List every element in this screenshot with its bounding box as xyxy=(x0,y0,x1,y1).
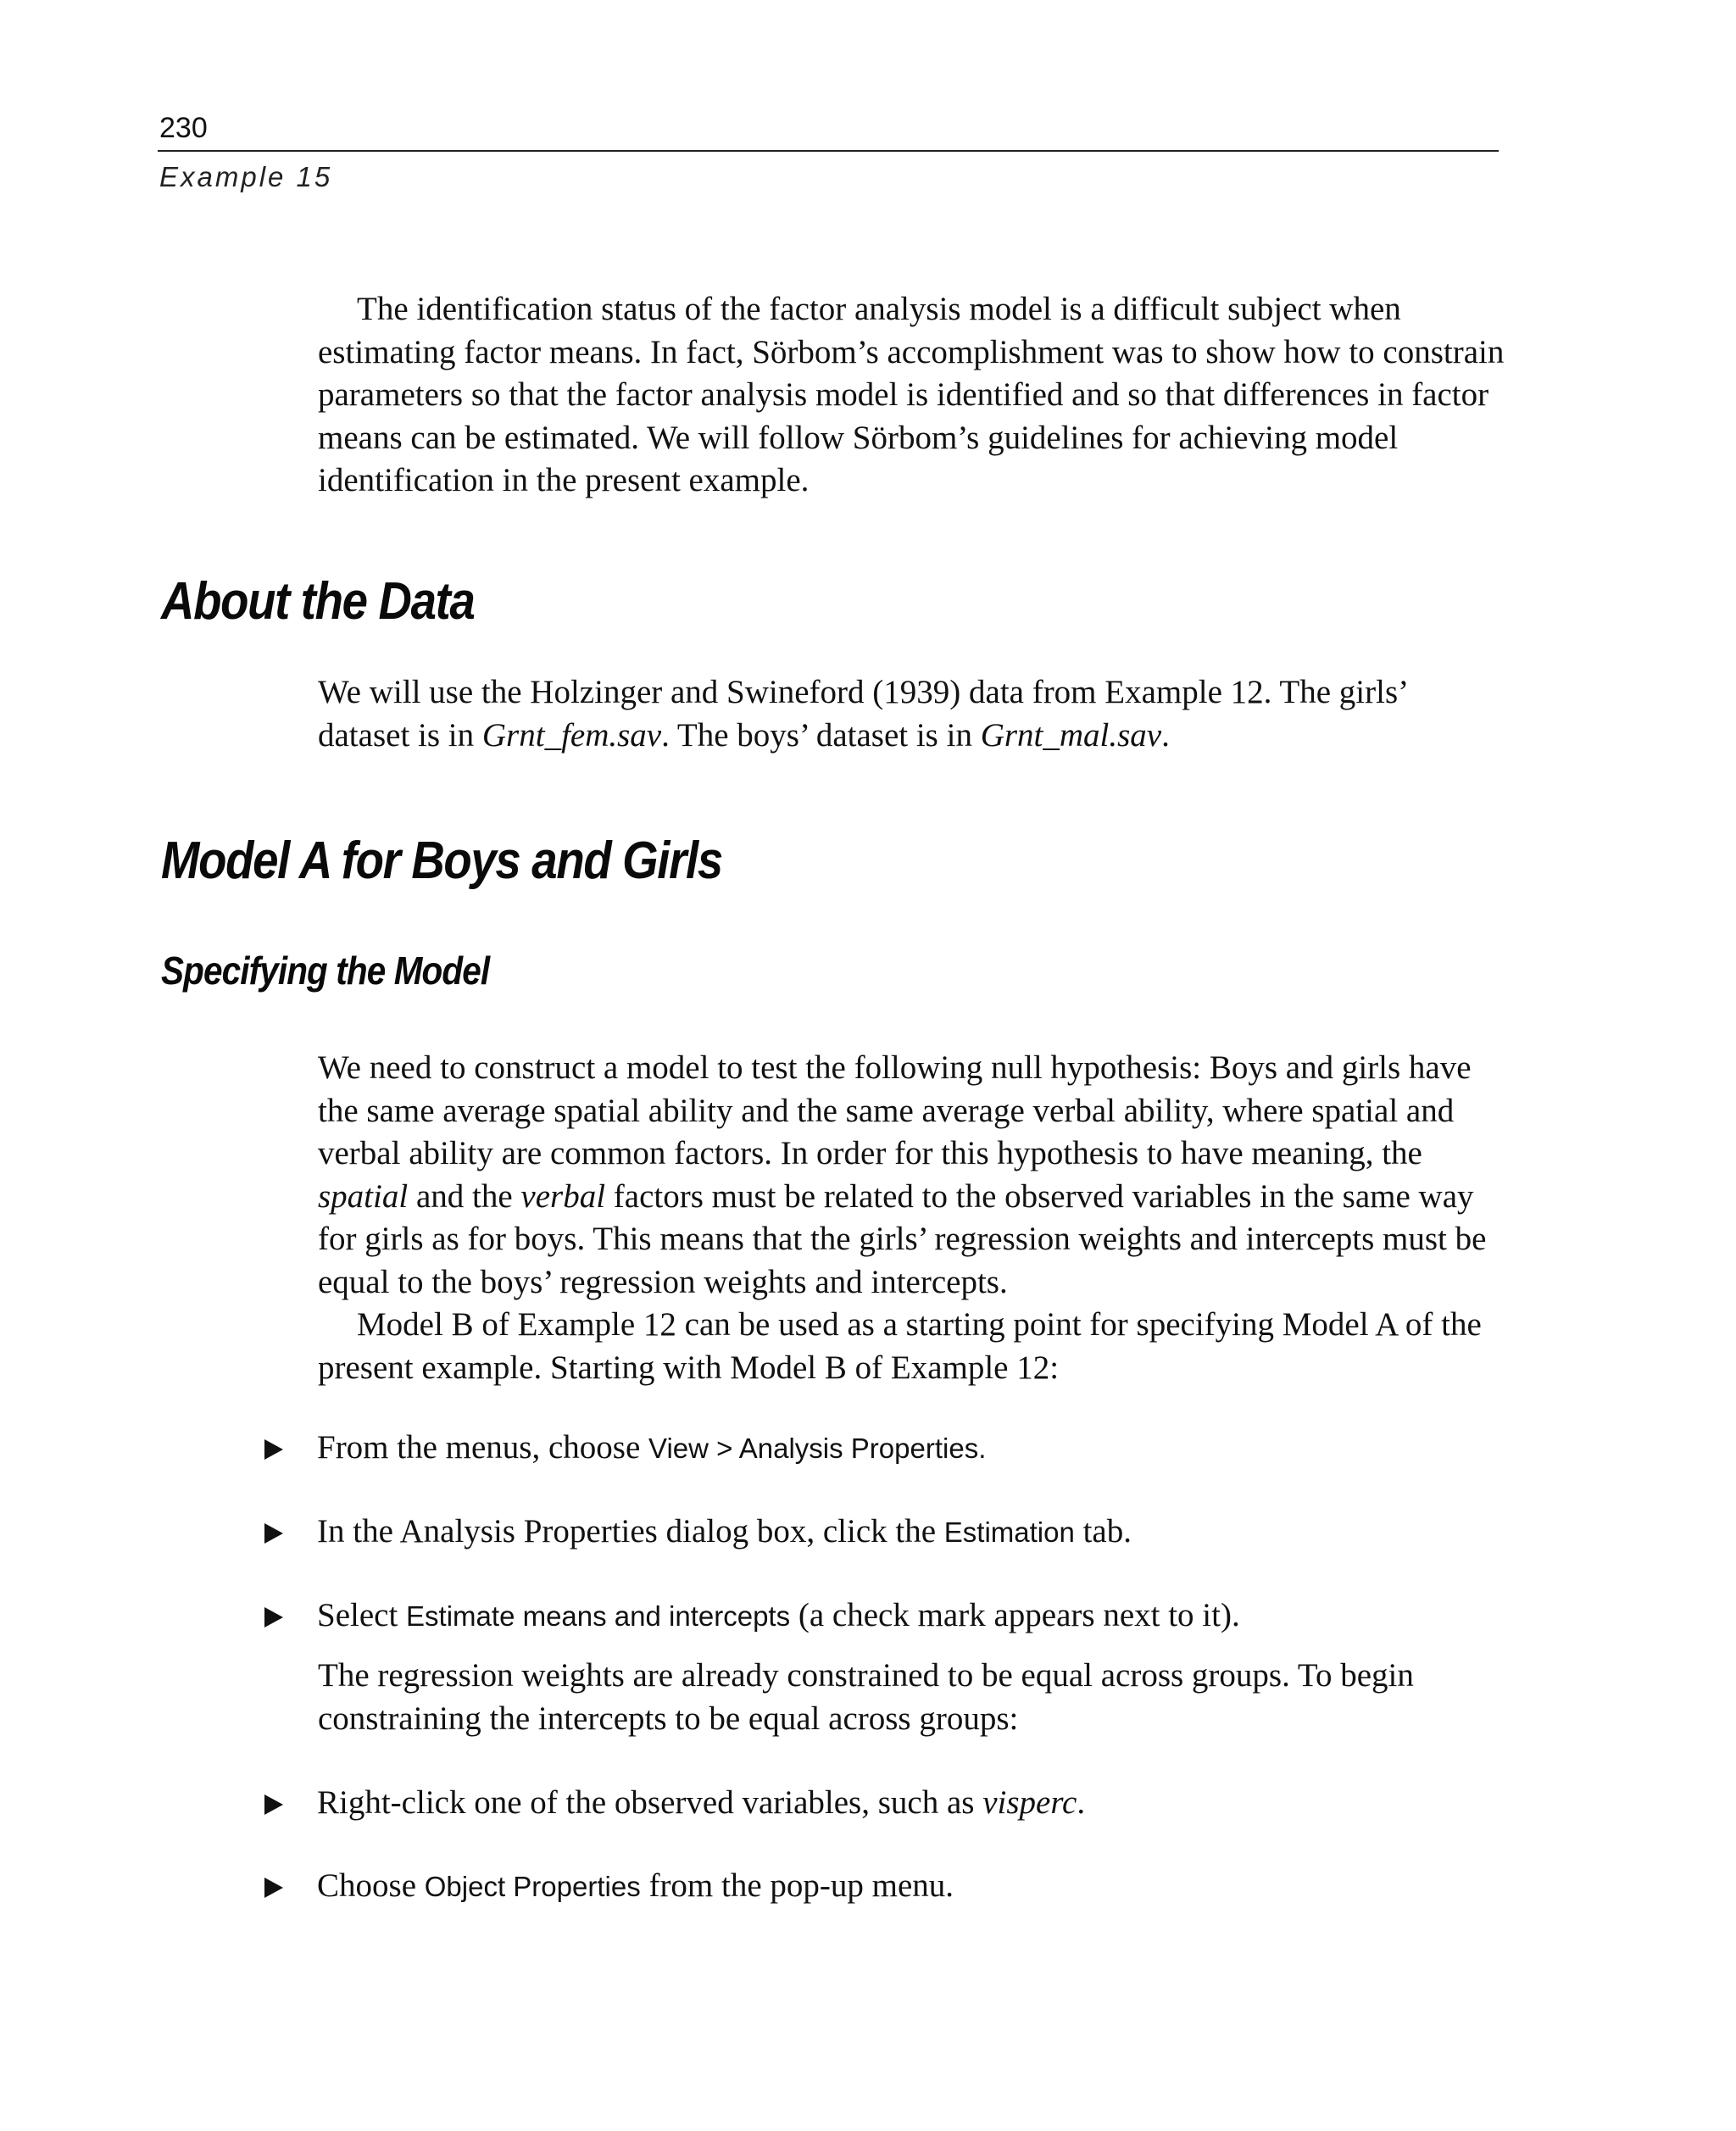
bullet-triangle-icon xyxy=(264,1607,283,1627)
step-2-text-b: tab. xyxy=(1074,1513,1132,1550)
step-1-text: From the menus, choose xyxy=(317,1429,649,1466)
file-name-boys: Grnt_mal.sav xyxy=(980,716,1162,754)
intro-paragraph-block xyxy=(318,288,1505,503)
step-4-text-b: . xyxy=(1077,1784,1086,1821)
subheading-specifying-the-model: Specifying the Model xyxy=(161,949,490,993)
about-data-paragraph xyxy=(318,671,1505,757)
bullet-triangle-icon xyxy=(264,1523,283,1544)
intro-paragraph: The identification status of the factor analysis model is a difficult subject when estimating factor means. In fact, Sörbom’s accomplishment was to show how to constrain parameters so that the factor analysis model is identified and so that differences in factor means can be estimated. We will follow Sörbom’s guidelines for achieving model identification in the present example. xyxy=(318,291,1505,498)
para1-text-c: factors must be related to the observed variables in the same way for girls as for boys. This means that the girls’ regression weights and intercepts must be equal to the boys’ regression weights and intercepts. xyxy=(318,1177,1487,1300)
after-step-3-paragraph xyxy=(318,1655,1505,1740)
term-spatial: spatial xyxy=(318,1177,409,1215)
step-5-text-b: from the pop-up menu. xyxy=(640,1867,954,1904)
running-head: Example 15 xyxy=(159,161,333,192)
step-2 xyxy=(264,1511,1502,1554)
step-3-text-b: (a check mark appears next to it). xyxy=(790,1597,1240,1633)
about-data-text-2: . The boys’ dataset is in xyxy=(661,716,981,754)
para1-text-b: and the xyxy=(408,1177,521,1215)
bullet-triangle-icon xyxy=(264,1794,283,1815)
after-step-3-text: The regression weights are already constrained to be equal across groups. To begin constraining the intercepts to be equal across groups: xyxy=(318,1657,1414,1737)
ui-estimation-tab: Estimation xyxy=(943,1516,1075,1548)
header-rule xyxy=(158,150,1499,152)
model-a-paragraphs xyxy=(318,1047,1505,1389)
step-5-text-a: Choose xyxy=(317,1867,425,1904)
step-5 xyxy=(264,1865,1502,1908)
page-number: 230 xyxy=(159,112,208,144)
about-data-text-3: . xyxy=(1161,716,1170,754)
model-a-paragraph-2: Model B of Example 12 can be used as a starting point for specifying Model A of the present example. Starting with Model B of Example 12: xyxy=(318,1306,1482,1386)
term-verbal: verbal xyxy=(520,1177,606,1215)
para1-text-a: We need to construct a model to test the following null hypothesis: Boys and girls have the same average spatial ability and the same average verbal ability, where spatial and verbal ability are common factors. In order for this hypothesis to have meaning, the xyxy=(318,1049,1472,1171)
ui-object-properties: Object Properties xyxy=(424,1871,641,1902)
step-2-text-a: In the Analysis Properties dialog box, click the xyxy=(317,1513,944,1550)
step-3 xyxy=(264,1594,1502,1638)
model-a-paragraph-1 xyxy=(318,1047,1505,1304)
variable-visperc: visperc xyxy=(982,1784,1077,1821)
about-data-text-1: We will use the Holzinger and Swineford (1939) data from Example 12. The girls’ dataset is in xyxy=(318,674,1407,754)
step-3-text-a: Select xyxy=(317,1597,407,1633)
file-name-girls: Grnt_fem.sav xyxy=(481,716,662,754)
heading-about-the-data: About the Data xyxy=(161,572,475,631)
heading-model-a: Model A for Boys and Girls xyxy=(161,832,722,890)
menu-path-view-analysis-properties: View > Analysis Properties. xyxy=(648,1433,987,1464)
ui-estimate-means-option: Estimate means and intercepts xyxy=(406,1600,791,1632)
step-4-text-a: Right-click one of the observed variables, such as xyxy=(317,1784,983,1821)
bullet-triangle-icon xyxy=(264,1439,283,1460)
bullet-triangle-icon xyxy=(264,1878,283,1898)
step-1 xyxy=(264,1427,1502,1470)
step-4 xyxy=(264,1782,1502,1824)
